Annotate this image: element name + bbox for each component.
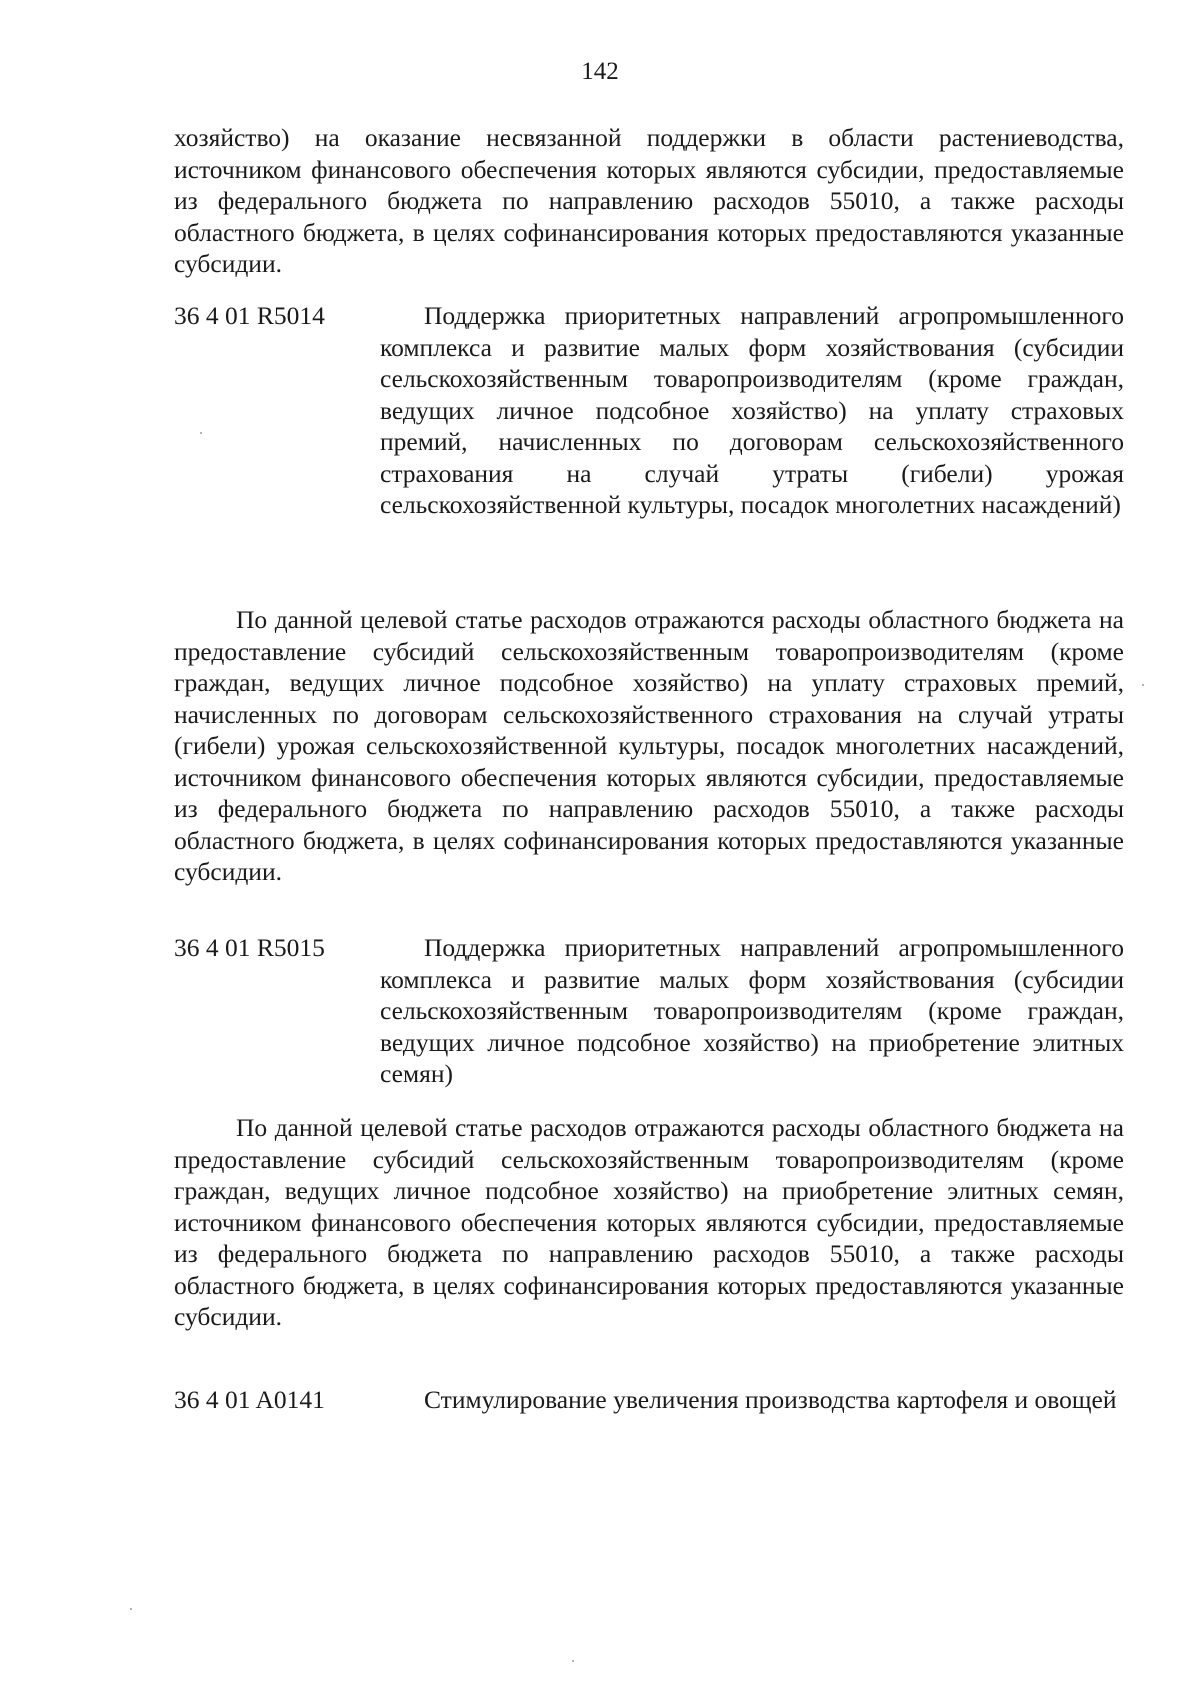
paragraph-continuation: хозяйство) на оказание несвязанной поддержки в области растениеводства, источником финансового обеспечения которых являются субсидии, предоставляемые из федерального бюджета по направлению расходов 55010, а также расходы областного бюджета, в целях софинансирования которых предоставляются указанные субсидии.	[174, 123, 1124, 278]
scan-speck	[130, 1608, 132, 1610]
paragraph-r5014-description: По данной целевой статье расходов отражаются расходы областного бюджета на предоставление субсидий сельскохозяйственным товаропроизводителям (кроме граждан, ведущих личное подсобное хозяйство) на уплату страховых премий, начисленных по договорам сельскохозяйственного страхования на случай утраты (гибели) урожая сельскохозяйственной культуры, посадок многолетних насаждений, источником финансового обеспечения которых являются субсидии, предоставляемые из федерального бюджета по направлению расходов 55010, а также расходы областного бюджета, в целях софинансирования которых предоставляются указанные субсидии.	[174, 605, 1124, 886]
budget-title: Поддержка приоритетных направлений агропромышленного комплекса и развитие малых форм хозяйствования (субсидии сельскохозяйственным товаропроизводителям (кроме граждан, ведущих личное подсобное хозяйство) на приобретение элитных семян)	[380, 933, 1124, 1088]
budget-entry-r5015	[174, 932, 1124, 1090]
budget-code: 36 4 01 R5014	[174, 301, 325, 330]
budget-code: 36 4 01 R5015	[174, 933, 325, 962]
budget-code: 36 4 01 A0141	[174, 1385, 325, 1414]
page-number: 142	[581, 58, 619, 85]
budget-title: Стимулирование увеличения производства картофеля и овощей	[424, 1385, 1117, 1414]
budget-entry-r5014	[174, 300, 1124, 521]
scan-speck	[1142, 684, 1144, 686]
scan-speck	[572, 1660, 574, 1662]
scan-speck	[200, 432, 202, 434]
paragraph-r5015-description: По данной целевой статье расходов отражаются расходы областного бюджета на предоставление субсидий сельскохозяйственным товаропроизводителям (кроме граждан, ведущих личное подсобное хозяйство) на приобретение элитных семян, источником финансового обеспечения которых являются субсидии, предоставляемые из федерального бюджета по направлению расходов 55010, а также расходы областного бюджета, в целях софинансирования которых предоставляются указанные субсидии.	[174, 1113, 1124, 1331]
budget-entry-a0141	[174, 1384, 1124, 1416]
budget-title: Поддержка приоритетных направлений агропромышленного комплекса и развитие малых форм хозяйствования (субсидии сельскохозяйственным товаропроизводителям (кроме граждан, ведущих личное подсобное хозяйство) на уплату страховых премий, начисленных по договорам сельскохозяйственного страхования на случай утраты (гибели) урожая сельскохозяйственной культуры, посадок многолетних насаждений)	[380, 301, 1124, 519]
